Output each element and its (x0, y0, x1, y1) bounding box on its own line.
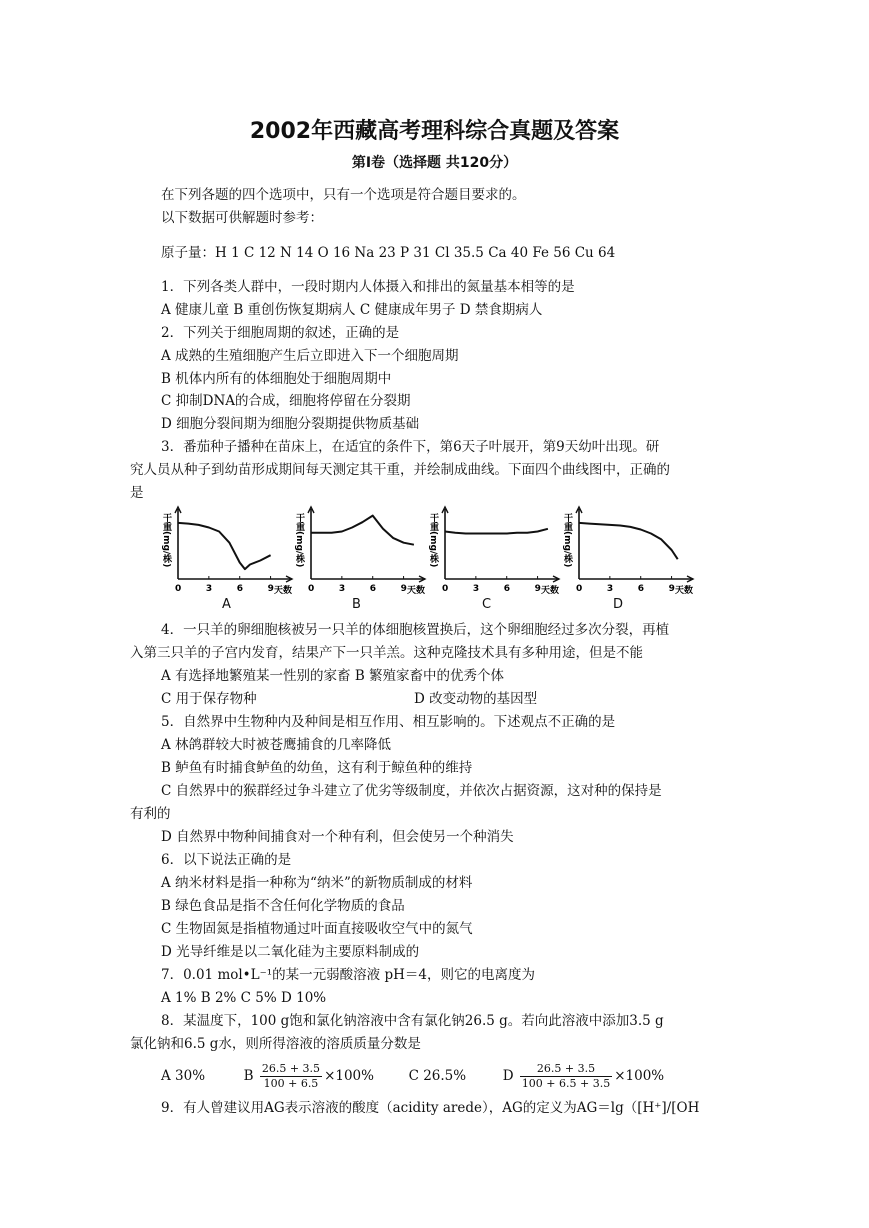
chart-a-svg (160, 505, 300, 600)
option-a: A 纳米材料是指一种称为“纳米”的新物质制成的材料 (161, 875, 473, 891)
question-stem: 是 (130, 485, 144, 501)
question-stem: 氯化钠和6.5 g水，则所得溶液的溶质质量分数是 (130, 1036, 421, 1052)
option-a: A 成熟的生殖细胞产生后立即进入下一个细胞周期 (161, 348, 459, 364)
x-tick-label: 3 (472, 584, 480, 594)
x-axis-title: 天数 (407, 586, 426, 596)
option-a: A 林鸽群较大时被苍鹰捕食的几率降低 (161, 737, 392, 753)
option-d: D 改变动物的基因型 (414, 691, 538, 707)
option-c: C 抑制DNA的合成，细胞将停留在分裂期 (161, 393, 411, 409)
series-line (445, 529, 548, 534)
page-title: 2002年西藏高考理科综合真题及答案 (249, 119, 620, 144)
series-line (579, 523, 678, 559)
x-axis-title: 天数 (541, 586, 560, 596)
series-line (311, 516, 414, 545)
question-stem: 9．有人曾建议用AG表示溶液的酸度（acidity arede），AG的定义为AG＝lg（[H⁺]/[OH (161, 1100, 700, 1116)
fraction-b-numerator: 26.5 + 3.5 (261, 1062, 321, 1075)
option-b: B 绿色食品是指不含任何化学物质的食品 (161, 898, 405, 914)
x-tick-label: 9 (668, 584, 675, 594)
question-stem: 7．0.01 mol•L⁻¹的某一元弱酸溶液 pH＝4，则它的电离度为 (161, 967, 535, 983)
chart-c-svg (427, 505, 567, 600)
question-stem: 入第三只羊的子宫内发育，结果产下一只羊羔。这种克隆技术具有多种用途，但是不能 (130, 645, 643, 661)
y-axis-title: 干重(mg/株) (428, 513, 438, 568)
x-tick-label: 9 (534, 584, 541, 594)
chart-a-label: A (222, 597, 231, 612)
x-tick-label: 3 (205, 584, 213, 594)
chart-b-label: B (352, 597, 361, 612)
y-axis-title: 干重(mg/株) (161, 513, 171, 568)
chart-c (427, 505, 567, 604)
option-c: C 用于保存物种 (161, 691, 257, 707)
x-tick-label: 9 (267, 584, 274, 594)
option-d-tail: ×100% (614, 1068, 665, 1084)
option-d: D 细胞分裂间期为细胞分裂期提供物质基础 (161, 416, 420, 432)
chart-d-svg (561, 505, 701, 600)
intro-line: 以下数据可供解题时参考： (161, 210, 323, 226)
question-stem: 1．下列各类人群中，一段时期内人体摄入和排出的氮量基本相等的是 (161, 279, 575, 295)
option-c: C 自然界中的猴群经过争斗建立了优劣等级制度，并依次占据资源，这对种的保持是 (161, 783, 662, 799)
x-tick-label: 6 (637, 584, 644, 594)
x-tick-label: 0 (308, 584, 315, 594)
question-stem: 6．以下说法正确的是 (161, 852, 292, 868)
x-tick-label: 0 (175, 584, 182, 594)
x-tick-label: 6 (503, 584, 510, 594)
option-d-label: D (502, 1068, 514, 1084)
x-axis-title: 天数 (675, 586, 694, 596)
y-axis-title: 干重(mg/株) (562, 513, 572, 568)
question-options: A 健康儿童 B 重创伤恢复期病人 C 健康成年男子 D 禁食期病人 (161, 302, 543, 318)
x-tick-label: 0 (442, 584, 449, 594)
x-tick-label: 9 (400, 584, 407, 594)
intro-line: 在下列各题的四个选项中，只有一个选项是符合题目要求的。 (161, 187, 526, 203)
fraction-b-denominator: 100 + 6.5 (263, 1077, 319, 1090)
x-tick-label: 6 (369, 584, 376, 594)
q8-options (161, 1056, 664, 1096)
chart-d (561, 505, 701, 604)
option-a: A 30% (161, 1068, 206, 1084)
y-axis-title: 干重(mg/株) (294, 513, 304, 568)
x-tick-label: 0 (576, 584, 583, 594)
chart-b-svg (293, 505, 433, 600)
option-c: C 生物固氮是指植物通过叶面直接吸收空气中的氮气 (161, 921, 473, 937)
fraction-b (260, 1062, 322, 1091)
fraction-d-numerator: 26.5 + 3.5 (520, 1062, 612, 1077)
chart-c-label: C (482, 597, 492, 612)
x-tick-label: 3 (338, 584, 346, 594)
x-tick-label: 6 (236, 584, 243, 594)
question-stem: 究人员从种子到幼苗形成期间每天测定其干重，并绘制成曲线。下面四个曲线图中，正确的 (130, 462, 670, 478)
option-ab: A 有选择地繁殖某一性别的家畜 B 繁殖家畜中的优秀个体 (161, 668, 505, 684)
question-stem: 8．某温度下，100 g饱和氯化钠溶液中含有氯化钠26.5 g。若向此溶液中添加3.5 g (161, 1013, 664, 1029)
fraction-d-denominator: 100 + 6.5 + 3.5 (521, 1077, 611, 1090)
atomic-mass-line: 原子量：H 1 C 12 N 14 O 16 Na 23 P 31 Cl 35.5 Ca 40 Fe 56 Cu 64 (161, 245, 616, 261)
option-b-label: B (243, 1068, 254, 1084)
question-options: A 1% B 2% C 5% D 10% (161, 990, 327, 1006)
series-line (178, 523, 271, 569)
question-stem: 2．下列关于细胞周期的叙述，正确的是 (161, 325, 400, 341)
x-tick-label: 3 (606, 584, 614, 594)
option-b-tail: ×100% (324, 1068, 374, 1084)
x-axis-title: 天数 (274, 586, 293, 596)
option-d: D 自然界中物种间捕食对一个种有利，但会使另一个种消失 (161, 829, 514, 845)
option-c-cont: 有利的 (130, 806, 171, 822)
question-stem: 3．番茄种子播种在苗床上，在适宜的条件下，第6天子叶展开，第9天幼叶出现。研 (161, 439, 660, 455)
section-subtitle: 第Ⅰ卷（选择题 共120分） (351, 155, 518, 171)
question-stem: 4．一只羊的卵细胞核被另一只羊的体细胞核置换后，这个卵细胞经过多次分裂，再植 (161, 622, 670, 638)
question-stem: 5．自然界中生物种内及种间是相互作用、相互影响的。下述观点不正确的是 (161, 714, 616, 730)
chart-a (160, 505, 300, 604)
option-c: C 26.5% (408, 1068, 467, 1084)
chart-b (293, 505, 433, 604)
fraction-d (520, 1062, 612, 1091)
option-d: D 光导纤维是以二氧化硅为主要原料制成的 (161, 944, 420, 960)
option-b: B 鲈鱼有时捕食鲈鱼的幼鱼，这有利于鲸鱼种的维持 (161, 760, 473, 776)
option-b: B 机体内所有的体细胞处于细胞周期中 (161, 371, 392, 387)
chart-d-label: D (613, 597, 624, 612)
